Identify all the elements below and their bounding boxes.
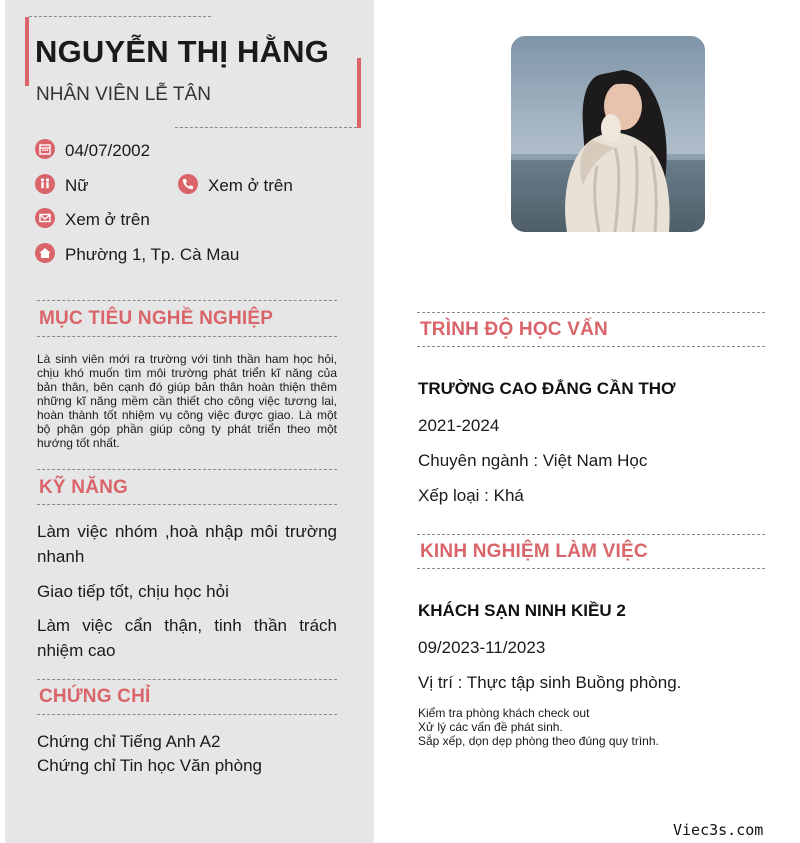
certificate-item: Chứng chỉ Tin học Văn phòng [37, 756, 262, 775]
experience-top-divider [417, 534, 765, 535]
skills-title: KỸ NĂNG [39, 477, 129, 498]
certificate-item: Chứng chỉ Tiếng Anh A2 [37, 732, 221, 751]
name-top-divider [29, 16, 211, 17]
objective-line: bản thân, bên cạnh đó giúp bản thân hoàn thiện thêm [37, 380, 337, 394]
profile-photo [511, 36, 705, 232]
experience-company: KHÁCH SẠN NINH KIỀU 2 [418, 601, 626, 620]
experience-duty: Xử lý các vấn đề phát sinh. [418, 720, 563, 734]
skill-item [37, 519, 337, 569]
name-accent-bar-right [357, 58, 361, 128]
email-icon [35, 208, 55, 228]
experience-duty: Kiểm tra phòng khách check out [418, 706, 590, 720]
phone-icon [178, 174, 198, 194]
experience-period: 09/2023-11/2023 [418, 638, 546, 657]
skill-line: nhanh [37, 547, 85, 566]
education-major: Chuyên ngành : Việt Nam Học [418, 451, 648, 470]
experience-bottom-divider [417, 568, 765, 569]
objective-line: hoàn thành tốt nhiệm vụ công việc được giao. Là một [37, 408, 337, 422]
experience-title: KINH NGHIỆM LÀM VIỆC [420, 541, 648, 562]
gender-icon [35, 174, 55, 194]
birthday-value: 04/07/2002 [65, 141, 151, 160]
home-icon [35, 243, 55, 263]
name-bottom-divider [175, 127, 357, 128]
calendar-icon [35, 139, 55, 159]
skill-line: nhiệm cao [37, 641, 116, 660]
objective-line: chịu khó muốn tìm môi trường phát triển kĩ năng của [37, 366, 337, 380]
certificates-title: CHỨNG CHỈ [39, 686, 151, 707]
candidate-name: NGUYỄN THỊ HẰNG [35, 34, 330, 69]
skill-item [37, 613, 337, 663]
objective-line: những kĩ năng mềm cần thiết cho công việc tương lai, [37, 394, 337, 408]
name-accent-bar-left [25, 17, 29, 86]
job-title: NHÂN VIÊN LỄ TÂN [36, 84, 211, 105]
skills-top-divider [37, 469, 337, 470]
objective-text [37, 352, 337, 450]
site-watermark: Viec3s.com [673, 821, 764, 839]
skill-item: Giao tiếp tốt, chịu học hỏi [37, 582, 229, 601]
email-value: Xem ở trên [65, 210, 150, 229]
skills-bottom-divider [37, 504, 337, 505]
phone-value: Xem ở trên [208, 176, 293, 195]
objective-line: bộ phận góp phần giúp công ty phát triển theo một [37, 422, 337, 436]
address-value: Phường 1, Tp. Cà Mau [65, 245, 240, 264]
education-rank: Xếp loại : Khá [418, 486, 524, 505]
objective-line: Là sinh viên mới ra trường với tinh thần ham học hỏi, [37, 352, 337, 366]
education-bottom-divider [417, 346, 765, 347]
education-school: TRƯỜNG CAO ĐẲNG CẦN THƠ [418, 379, 676, 398]
skill-line: Làm việc nhóm ,hoà nhập môi trường [37, 522, 337, 541]
gender-value: Nữ [65, 176, 89, 195]
objective-top-divider [37, 300, 337, 301]
education-title: TRÌNH ĐỘ HỌC VẤN [420, 319, 608, 340]
experience-duty: Sắp xếp, dọn dẹp phòng theo đúng quy trình. [418, 734, 659, 748]
certificates-top-divider [37, 679, 337, 680]
education-period: 2021-2024 [418, 416, 500, 435]
objective-title: MỤC TIÊU NGHỀ NGHIỆP [39, 308, 274, 329]
objective-line: hướng tốt nhất. [37, 436, 120, 450]
certificates-bottom-divider [37, 714, 337, 715]
objective-bottom-divider [37, 336, 337, 337]
experience-position: Vị trí : Thực tập sinh Buồng phòng. [418, 673, 682, 692]
skill-line: Làm việc cẩn thận, tinh thần trách [37, 616, 337, 635]
education-top-divider [417, 312, 765, 313]
